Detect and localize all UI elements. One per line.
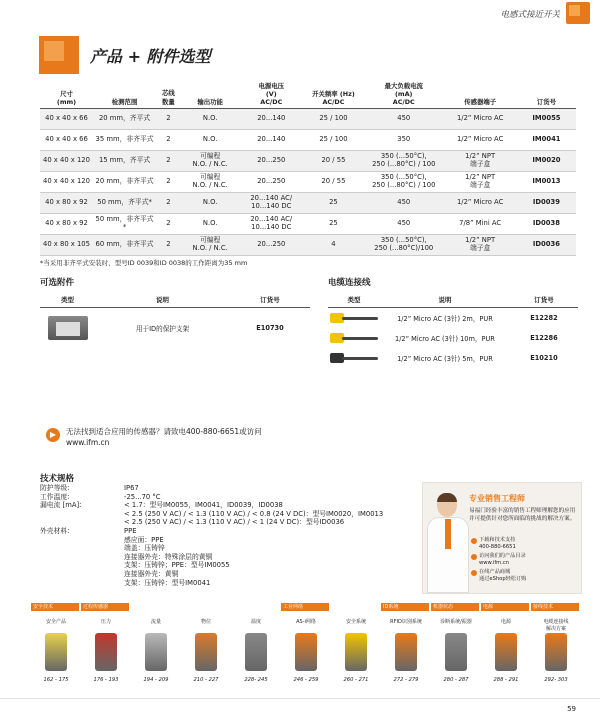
category-product-image [145,633,167,671]
table-cell: 450 [397,114,411,123]
spec-value: 连接器外壳：黄铜 [124,570,179,578]
table-cell: N.O. [202,135,218,144]
spec-value: 支架：压铸锌；PPE：型号IM0055 [124,561,230,570]
spec-value: IP67 [124,484,139,492]
page-header [0,0,600,26]
category-name: 电源 [500,619,511,625]
table-row [328,348,578,368]
footer-divider [0,698,600,699]
table-row [40,130,576,151]
category-page-range: 288 - 291 [493,677,519,683]
header-logo-cube [566,2,590,24]
order-number-cell: ID0039 [532,198,560,207]
yellow-cable-image [328,329,380,347]
promo-item: 下载和技术支持 400-880-6651 [479,537,516,550]
table-row [40,193,576,214]
promo-body: 易福门经验丰富的销售工程师理解您的应用并可提供针对您所面临的挑战的解决方案。 [469,508,576,522]
table-cell: 40 x 40 x 66 [45,135,88,144]
category-page-range: 272 - 279 [393,677,419,683]
table-cell: 50 mm，齐平式* [97,198,152,207]
category-tag: 机器状态 [431,603,479,611]
column-header: 说明 [380,292,510,308]
spec-key: 工作温度: [40,492,70,501]
category-page-range: 210 - 227 [193,677,219,683]
promo-bullet-icon [471,538,477,544]
table-cell: 40 x 40 x 120 [43,156,90,165]
column-header: 电源电压 (V) AC/DC [258,82,285,106]
table-cell: 20 mm，齐平式 [98,114,151,123]
category-product-image [545,633,567,671]
type-image-cell [328,328,380,348]
table-cell: 2 [166,219,171,228]
sales-engineer-promo [422,482,582,594]
table-cell: 40 x 40 x 120 [43,177,90,186]
category-name: 物位 [200,619,211,625]
category-page-range: 260 - 271 [343,677,369,683]
table-row [328,328,578,348]
column-header: 说明 [95,292,230,308]
table-cell: 40 x 80 x 92 [45,198,88,207]
category-tag: 过程传感器 [81,603,129,611]
category-product-image [495,633,517,671]
page-number: 59 [567,705,576,713]
table-cell: 350 (...50°C), 250 (...80°C) / 100 [372,152,436,168]
promo-bullet-icon [471,570,477,576]
spec-key: 外壳材料: [40,527,70,535]
table-cell: 350 (...50°C), 250 (...80°C) / 100 [372,173,436,189]
table-cell: 7/8” Mini AC [459,219,502,228]
accessories-title: 可选附件 [40,278,75,288]
table-cell: 2 [166,240,171,249]
category-name: 流量 [150,619,161,625]
category-tag: ID系统 [381,603,429,611]
orange-cube-icon [39,36,79,74]
cable [342,357,378,360]
spec-value: PPE [124,527,137,535]
spec-key: 漏电流 [mA]: [40,501,82,510]
table-cell: 2 [166,156,171,165]
table-cell: N.O. [202,114,218,123]
category-page-range: 292- 303 [544,677,568,683]
promo-item: 在线产品商城 通过eShop轻松订购 [479,569,527,582]
type-image-cell [328,348,380,368]
category-product-image [445,633,467,671]
category-product-image [95,633,117,671]
category-name: RFID识别系统 [390,619,422,625]
arrow-right-icon: ▶ [46,428,60,442]
category-page-range: 246 - 259 [293,677,319,683]
category-product-image [45,633,67,671]
table-cell: 35 mm，非齐平式 [95,135,154,144]
table-cell: 2 [166,114,171,123]
category-product-image [195,633,217,671]
order-number-cell: IM0055 [532,114,561,123]
table-row [40,235,576,256]
table-cell: 2 [166,135,171,144]
table-cell: 可编程 N.O. / N.C. [192,173,228,189]
table-cell: 20 / 55 [321,177,346,186]
category-name: 温度 [250,619,261,625]
category-name: 安全系统 [345,619,366,625]
spec-value: 感应面：PPE [124,535,164,544]
spec-value: -25...70 °C [124,492,161,501]
type-image-cell [40,308,95,348]
spec-value: < 2.5 (250 V AC) / < 1.3 (110 V AC) / < 0.8 (24 V DC)：型号IM0020，IM0013 [124,509,384,518]
table-cell: 1/2” NPT 端子盒 [465,152,496,168]
help-text-line1: 无法找到适合应用的传感器？请致电400-880-6651或访问 [66,427,262,436]
column-header: 订货号 [230,292,310,308]
category-tag: 安全技术 [31,603,79,611]
category-product-image [295,633,317,671]
column-header: 类型 [40,292,95,308]
category-product-image [395,633,417,671]
column-header: 最大负载电流 (mA) AC/DC [384,82,423,106]
table-cell: N.O. [202,219,218,228]
table-cell: 40 x 80 x 92 [45,219,88,228]
order-number-cell: IM0013 [532,177,561,186]
cables-table [328,292,578,368]
help-link[interactable]: www.ifm.cn [66,438,110,448]
table-row [40,308,310,348]
table-cell: 20...250 [257,156,286,165]
table-cell: 20...250 [257,177,286,186]
table-cell: 15 mm，齐平式 [98,156,151,165]
header-title: 电感式接近开关 [500,10,560,20]
category-tag: 电源 [481,603,529,611]
column-header: 检测范围 [111,98,138,106]
cables-title: 电缆连接线 [328,278,371,288]
order-number-cell: IM0041 [532,135,561,144]
category-product-image [245,633,267,671]
spec-value: < 2.5 (250 V AC) / < 1.3 (110 V AC) / < 1 (24 V DC)：型号ID0036 [124,518,345,527]
column-header: 类型 [328,292,380,308]
table-cell: 25 / 100 [319,135,348,144]
category-name: 电缆连接线 解决方案 [543,619,569,632]
cable [342,317,378,320]
spec-value: < 1.7：型号IM0055，IM0041，ID0039，ID0038 [124,501,283,510]
category-strip [31,603,581,691]
promo-title: 专业销售工程师 [469,494,525,503]
table-cell: 可编程 N.O. / N.C. [192,236,228,252]
section-title: 产品 + 附件选型 [90,47,211,66]
table-cell: 350 (...50°C), 250 (...80°C)/100 [374,236,434,252]
category-page-range: 162 - 175 [43,677,69,683]
spec-title: 技术规格 [40,474,75,484]
description-cell: 1/2” Micro AC (3针) 10m，PUR [395,334,495,343]
table-cell: 2 [166,177,171,186]
spec-value: 端盖：压铸锌 [124,544,165,553]
product-table [40,79,576,256]
cable [342,337,378,340]
spec-value: 连接器外壳：特殊涂层的黄铜 [124,552,213,561]
table-cell: 40 x 80 x 105 [43,240,90,249]
table-row [40,109,576,130]
table-cell: 350 [397,135,411,144]
description-cell: 1/2” Micro AC (3针) 5m，PUR [397,354,493,363]
column-header: 开关频率 (Hz) AC/DC [312,90,355,106]
category-product-image [345,633,367,671]
accessories-table [40,292,310,348]
table-cell: 可编程 N.O. / N.C. [192,152,228,168]
table-cell: 20...140 AC/ 10...140 DC [250,194,293,210]
type-image-cell [328,308,380,328]
order-number-cell: E12286 [530,333,558,342]
column-header: 订货号 [536,98,556,106]
yellow-cable-image [328,309,380,327]
category-tag: 接线技术 [531,603,579,611]
table-cell: 20...250 [257,240,286,249]
table-cell: 50 mm，非齐平式* [95,215,154,231]
engineer-photo [427,493,471,593]
table-cell: 40 x 40 x 66 [45,114,88,123]
table-cell: 1/2” NPT 端子盒 [465,236,496,252]
table-cell: 25 / 100 [319,114,348,123]
category-tag: 工业网络 [281,603,329,611]
table-cell: 20...140 [257,114,286,123]
column-header: 输出功能 [197,98,223,106]
order-number-cell: IM0020 [532,156,561,165]
promo-bullet-icon [471,554,477,560]
table-header-row [40,79,576,109]
category-name: 压力 [100,619,111,625]
category-name: 安全产品 [45,619,66,625]
table-cell: 4 [331,240,336,249]
description-cell: 1/2” Micro AC (3针) 2m，PUR [397,314,493,323]
table-cell: 1/2” Micro AC [456,114,504,123]
column-header: 传感器端子 [464,98,497,106]
table-cell: 60 mm，非齐平式 [95,240,154,249]
table-row [328,308,578,328]
order-number-cell: E10730 [256,323,284,332]
category-page-range: 176 - 193 [93,677,119,683]
mounting-bracket-image [48,316,88,340]
column-header: 订货号 [510,292,578,308]
black-cable-image [328,349,380,367]
table-cell: 20 / 55 [321,156,346,165]
table-cell: 1/2” Micro AC [456,198,504,207]
table-cell: 1/2” NPT 端子盒 [465,173,496,189]
column-header: 尺寸 (mm) [56,90,77,106]
table-cell: 25 [329,219,338,228]
promo-item: 访问我们的产品目录 www.ifm.cn [479,553,526,566]
table-cell: 20...140 AC/ 10...140 DC [250,215,293,231]
table-cell: 25 [329,198,338,207]
table-row [40,214,576,235]
description-cell: 用于ID的保护支架 [135,324,190,333]
table-cell: 450 [397,219,411,228]
category-name: 诊断系统/振器 [440,619,472,625]
column-header: 芯线 数量 [161,89,175,106]
order-number-cell: E12282 [530,313,558,322]
order-number-cell: E10210 [530,353,558,362]
category-page-range: 194 - 209 [143,677,169,683]
order-number-cell: ID0038 [532,219,560,228]
table-cell: 450 [397,198,411,207]
table-cell: 20...140 [257,135,286,144]
order-number-cell: ID0036 [532,240,560,249]
category-page-range: 280 - 287 [443,677,469,683]
table-cell: N.O. [202,198,218,207]
footnote: *当采用非齐平式安装时，型号ID 0039和ID 0038的工作距离为35 mm [40,259,248,267]
table-row [40,172,576,193]
table-row [40,151,576,172]
table-cell: 20 mm，非齐平式 [95,177,154,186]
spec-key: 防护等级: [40,484,70,492]
spec-value: 支架：压铸锌：型号IM0041 [124,578,211,587]
category-name: AS-i网络 [296,619,316,625]
table-cell: 2 [166,198,171,207]
category-page-range: 228- 245 [244,677,268,683]
table-cell: 1/2” Micro AC [456,135,504,144]
